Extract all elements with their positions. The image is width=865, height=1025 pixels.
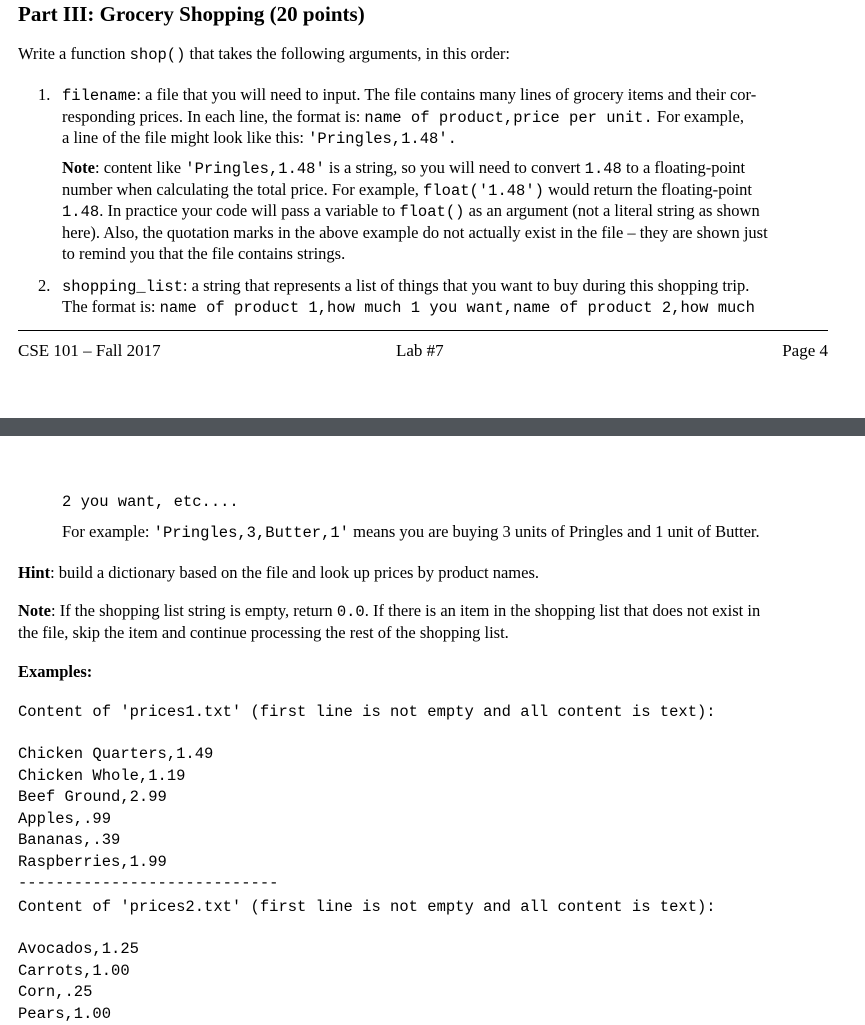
- page-break-divider: [0, 418, 865, 436]
- file2-contents: [18, 939, 139, 1025]
- footer-page-number: Page 4: [782, 341, 828, 360]
- footer-rule: [18, 330, 828, 331]
- examples-heading: Examples:: [18, 662, 93, 681]
- file1-header: Content of 'prices1.txt' (first line is not empty and all content is text):: [18, 703, 716, 721]
- file2-header: Content of 'prices2.txt' (first line is not empty and all content is text):: [18, 898, 716, 916]
- item1-note-line3: 1.48. In practice your code will pass a variable to float() as an argument (not a literal string as shown: [62, 201, 760, 221]
- arg-filename-code: filename: [62, 87, 137, 105]
- hint-line: Hint: build a dictionary based on the file and look up prices by product names.: [18, 563, 540, 582]
- file-line: Chicken Quarters,1.49: [18, 745, 214, 763]
- section-title: Part III: Grocery Shopping (20 points): [18, 2, 365, 26]
- item1-note-line4: here). Also, the quotation marks in the above example do not actually exist in the file – they are shown just: [62, 223, 768, 242]
- footer-course: CSE 101 – Fall 2017: [18, 341, 161, 360]
- file-line: Beef Ground,2.99: [18, 788, 167, 807]
- file-line: Carrots,1.00: [18, 961, 130, 980]
- note-label: Note: [18, 601, 51, 620]
- item1-line1: filename: a file that you will need to input. The file contains many lines of grocery items and their cor-: [62, 85, 757, 105]
- file-line: Apples,.99: [18, 809, 112, 828]
- list-number-1: 1.: [38, 85, 51, 104]
- file-line: Bananas,.39: [18, 831, 121, 850]
- file1-contents: [18, 744, 213, 874]
- separator-line: ----------------------------: [18, 874, 279, 892]
- arg-shopping-list-code: shopping_list: [62, 278, 183, 296]
- file-line: Pears,1.00: [18, 1004, 112, 1023]
- note-line1: Note: If the shopping list string is empty, return 0.0. If there is an item in the shopping list that does not exist in: [18, 601, 761, 621]
- item1-note-line1: Note: content like 'Pringles,1.48' is a string, so you will need to convert 1.48 to a floating-point: [62, 158, 746, 178]
- item2-line1: shopping_list: a string that represents a list of things that you want to buy during this shopping trip.: [62, 276, 750, 296]
- hint-label: Hint: [18, 563, 51, 582]
- file-line: Corn,.25: [18, 983, 93, 1002]
- file-line: Raspberries,1.99: [18, 852, 167, 871]
- item1-note-line5: to remind you that the file contains strings.: [62, 244, 346, 263]
- item2-line2: The format is: name of product 1,how much 1 you want,name of product 2,how much: [62, 297, 755, 317]
- list-number-2: 2.: [38, 276, 51, 295]
- footer-lab: Lab #7: [396, 341, 444, 360]
- item1-note-line2: number when calculating the total price. For example, float('1.48') would return the floating-point: [62, 180, 753, 200]
- item1-line3: a line of the file might look like this: 'Pringles,1.48'.: [62, 128, 457, 148]
- file-line: Chicken Whole,1.19: [18, 766, 186, 785]
- function-name-code: shop(): [129, 46, 186, 64]
- note-label: Note: [62, 158, 95, 177]
- continuation-code: 2 you want, etc....: [62, 493, 239, 511]
- file-line: Avocados,1.25: [18, 940, 139, 958]
- note-line2: the file, skip the item and continue processing the rest of the shopping list.: [18, 623, 509, 642]
- item1-line2: responding prices. In each line, the format is: name of product,price per unit. For example,: [62, 107, 744, 127]
- example-line: For example: 'Pringles,3,Butter,1' means you are buying 3 units of Pringles and 1 unit of Butter.: [62, 522, 760, 542]
- intro-paragraph: Write a function shop() that takes the following arguments, in this order:: [18, 44, 511, 64]
